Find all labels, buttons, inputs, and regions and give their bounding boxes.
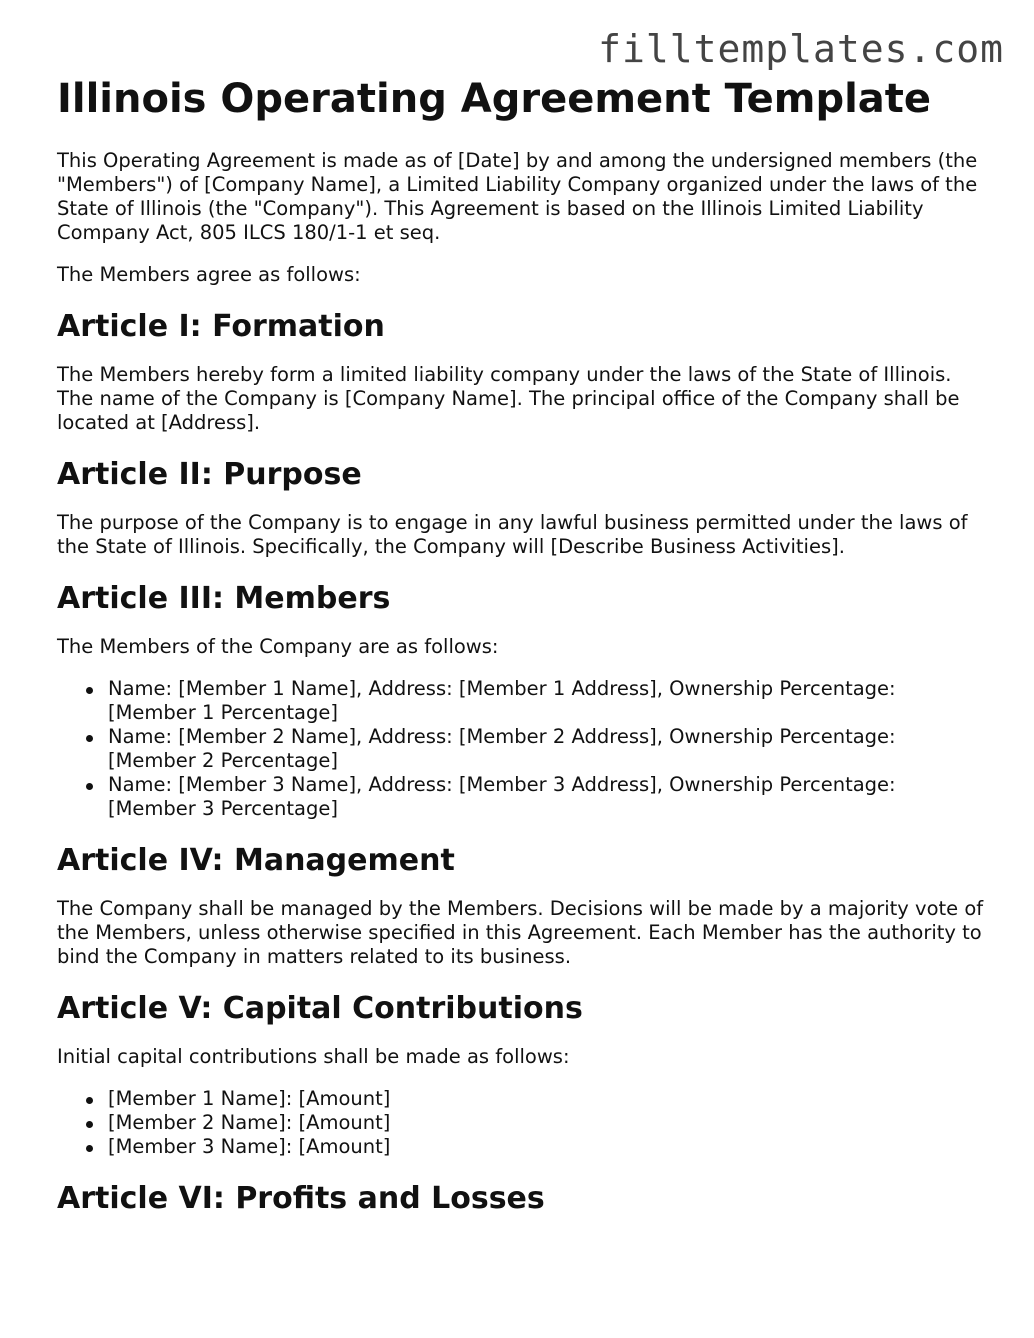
bullet-icon: [86, 1145, 93, 1152]
list-item-text: Name: [Member 1 Name], Address: [Member 1 Address], Ownership Percentage: [Member 1 Percentage]: [108, 677, 896, 724]
article-members-heading: Article III: Members: [57, 581, 391, 616]
list-item-text: Name: [Member 3 Name], Address: [Member 3 Address], Ownership Percentage: [Member 3 Percentage]: [108, 773, 896, 820]
article-capital-text: Initial capital contributions shall be made as follows:: [57, 1045, 570, 1068]
article-management: [57, 843, 987, 969]
article-profits-heading: Article VI: Profits and Losses: [57, 1181, 545, 1216]
list-item: [108, 1111, 987, 1135]
article-capital: [57, 991, 987, 1159]
list-item-text: [Member 2 Name]: [Amount]: [108, 1111, 391, 1134]
article-purpose-text: The purpose of the Company is to engage in any lawful business permitted under the laws of the State of Illinois. Specifically, the Company will [Describe Business Activities].: [57, 511, 968, 558]
article-purpose: [57, 457, 987, 559]
list-item-text: [Member 3 Name]: [Amount]: [108, 1135, 391, 1158]
list-item-text: Name: [Member 2 Name], Address: [Member 2 Address], Ownership Percentage: [Member 2 Percentage]: [108, 725, 896, 772]
article-management-heading: Article IV: Management: [57, 843, 455, 878]
article-profits: [57, 1181, 987, 1217]
article-capital-heading: Article V: Capital Contributions: [57, 991, 583, 1026]
bullet-icon: [86, 783, 93, 790]
list-item: [108, 677, 987, 725]
document-title: Illinois Operating Agreement Template: [57, 76, 932, 122]
article-formation-text: The Members hereby form a limited liability company under the laws of the State of Illinois. The name of the Company is [Company Name]. The principal office of the Company shall be located at [Address].: [57, 363, 960, 434]
article-management-text: The Company shall be managed by the Members. Decisions will be made by a majority vote of the Members, unless otherwise specified in this Agreement. Each Member has the authority to bind the Company in matters related to its business.: [57, 897, 984, 968]
article-members-text: The Members of the Company are as follows:: [57, 635, 499, 658]
list-item: [108, 1135, 987, 1159]
document-body: [57, 149, 987, 1235]
article-formation-heading: Article I: Formation: [57, 309, 385, 344]
list-item: [108, 1087, 987, 1111]
bullet-icon: [86, 1097, 93, 1104]
bullet-icon: [86, 735, 93, 742]
list-item: [108, 773, 987, 821]
watermark: filltemplates.com: [598, 27, 1004, 71]
article-purpose-heading: Article II: Purpose: [57, 457, 362, 492]
article-members: [57, 581, 987, 821]
capital-list: [57, 1087, 987, 1159]
intro-paragraph: This Operating Agreement is made as of [Date] by and among the undersigned members (the "Members") of [Company Name], a Limited Liability Company organized under the laws of the State of Illinois (the "Company"). This Agreement is based on the Illinois Limited Liability Company Act, 805 ILCS 180/1-1 et seq.: [57, 149, 978, 244]
article-formation: [57, 309, 987, 435]
bullet-icon: [86, 687, 93, 694]
intro-agreement-line: The Members agree as follows:: [57, 263, 361, 286]
bullet-icon: [86, 1121, 93, 1128]
list-item: [108, 725, 987, 773]
members-list: [57, 677, 987, 821]
list-item-text: [Member 1 Name]: [Amount]: [108, 1087, 391, 1110]
